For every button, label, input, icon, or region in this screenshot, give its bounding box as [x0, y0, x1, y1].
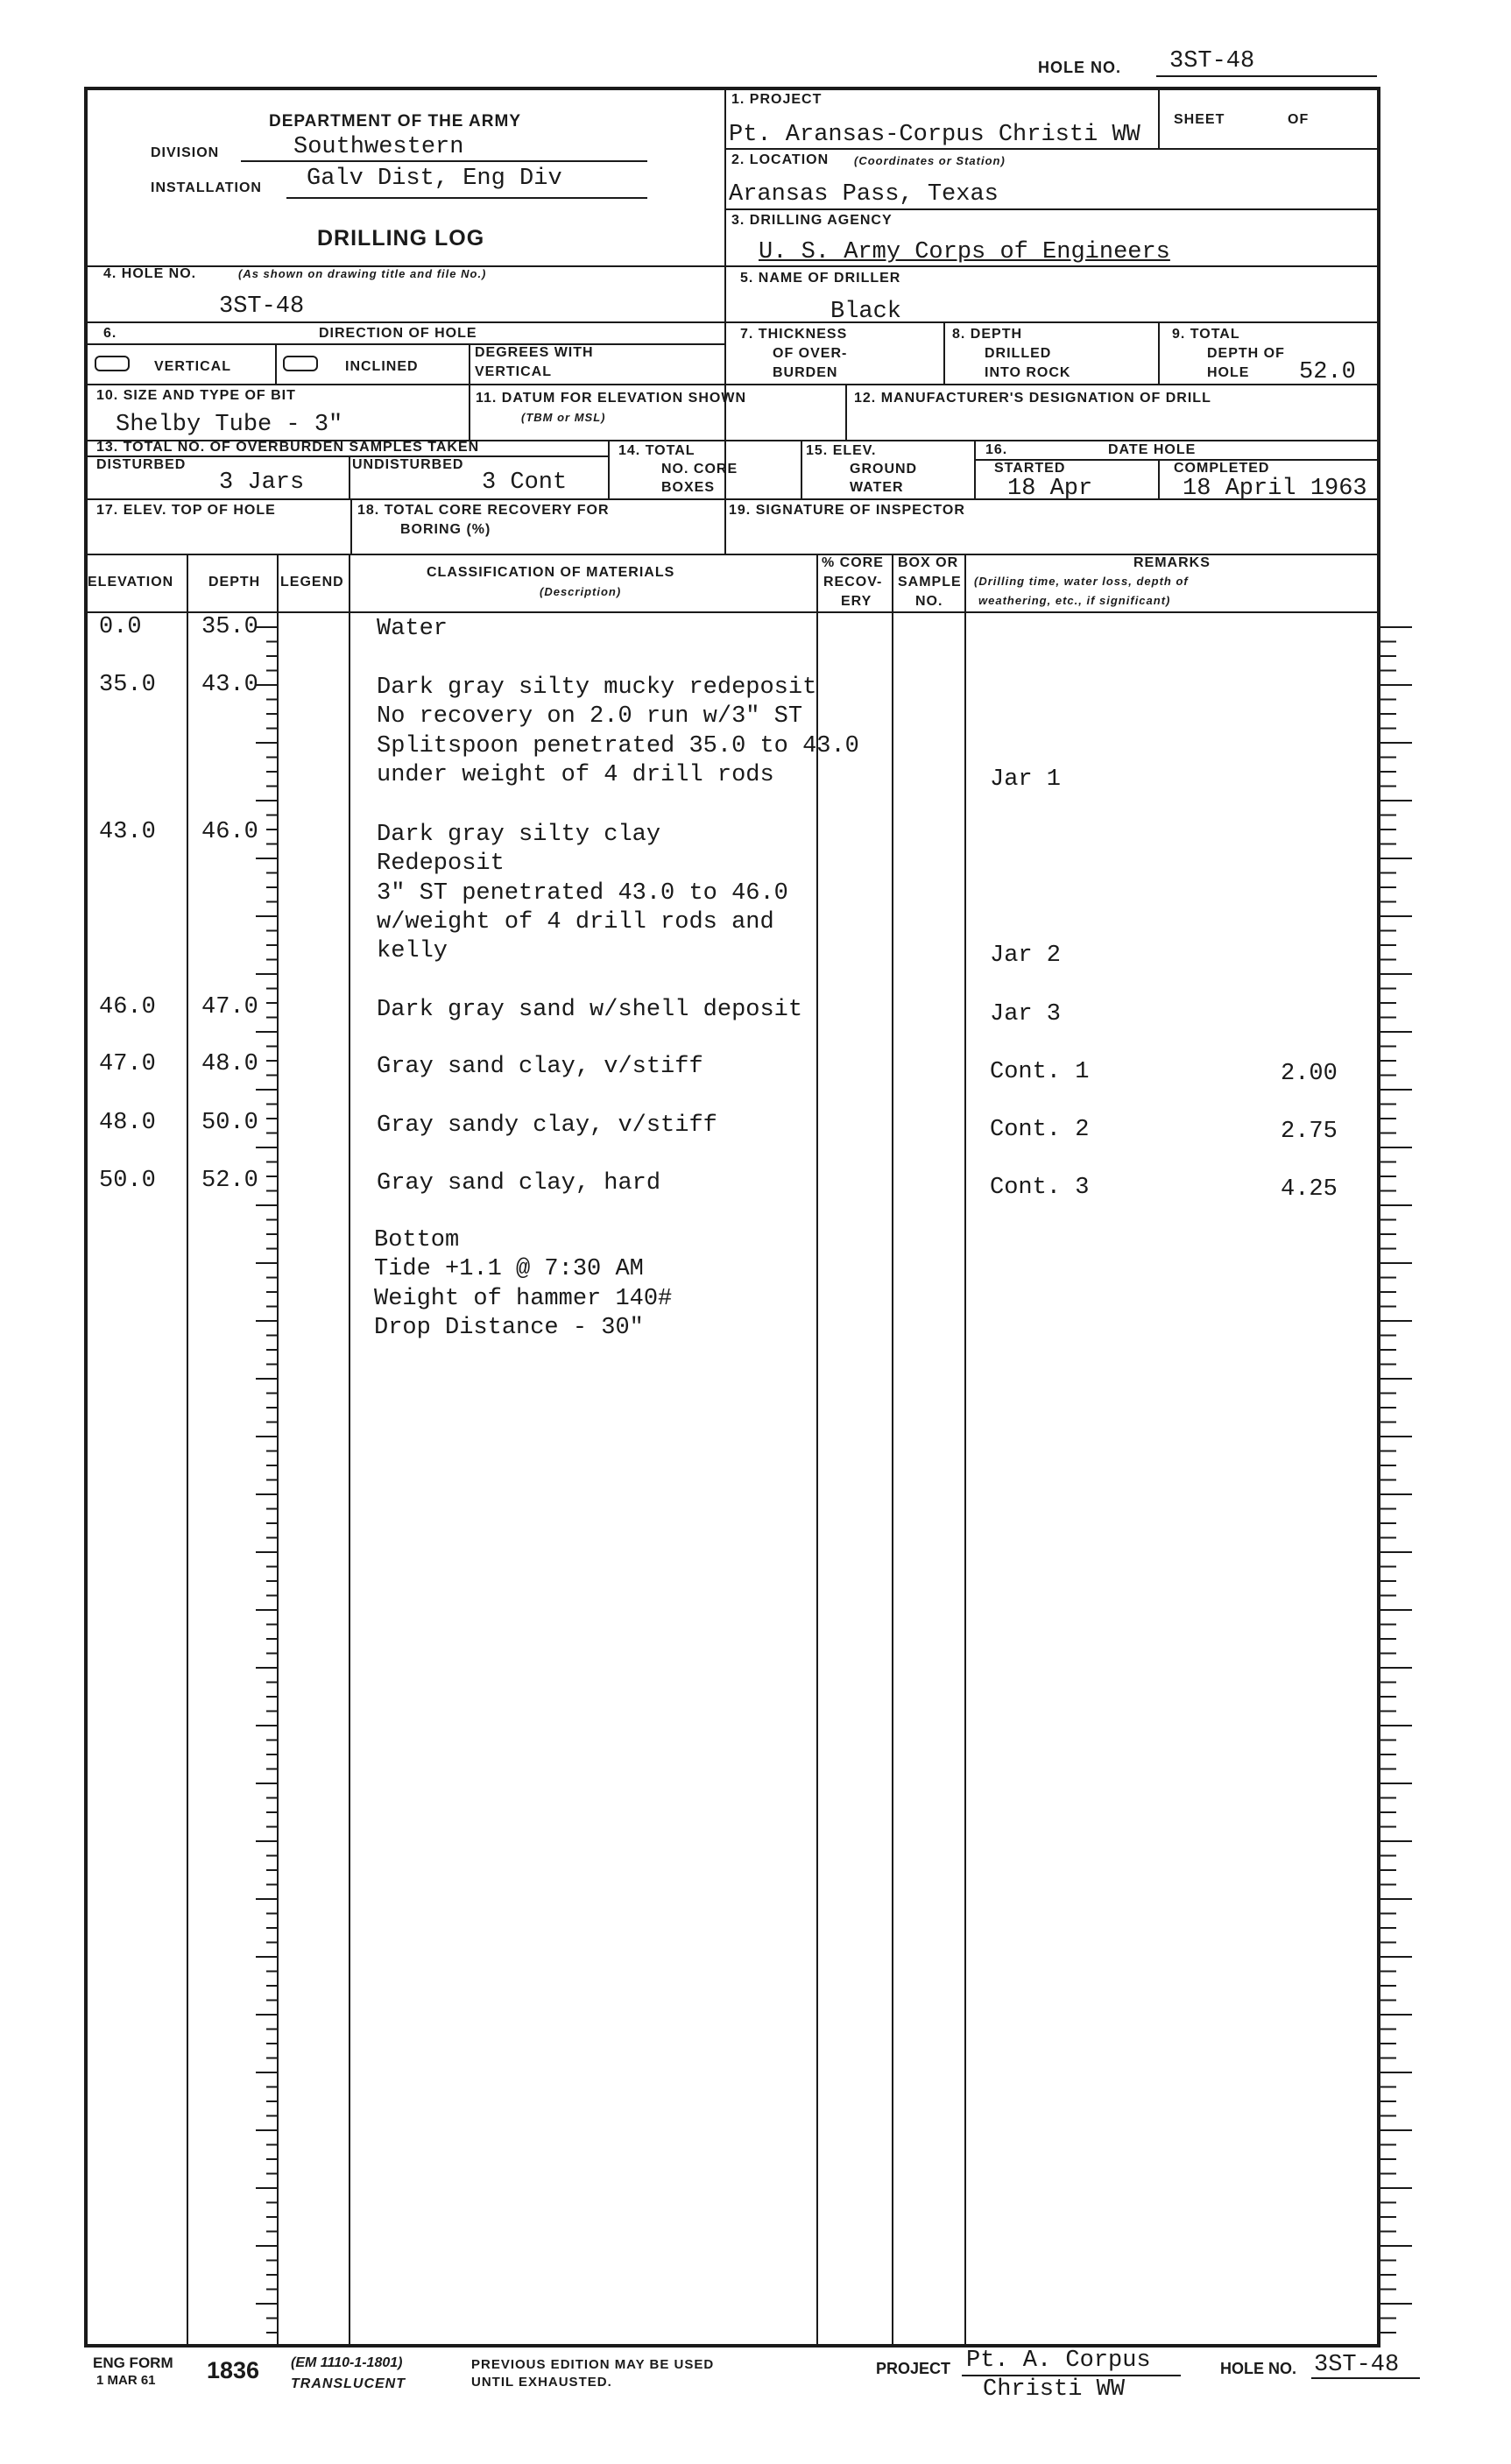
direction-label: DIRECTION OF HOLE — [319, 326, 477, 341]
core-recovery-label-1: 18. TOTAL CORE RECOVERY FOR — [357, 503, 610, 518]
agency-value: U. S. Army Corps of Engineers — [759, 239, 1170, 265]
agency-label: 3. DRILLING AGENCY — [731, 213, 893, 228]
project-label: 1. PROJECT — [731, 92, 823, 107]
col-recovery-2: RECOV- — [823, 575, 883, 590]
hole-no-field-label: 4. HOLE NO. — [103, 266, 197, 281]
depth-rock-label-1: 8. DEPTH — [952, 327, 1023, 342]
project-value: Pt. Aransas-Corpus Christi WW — [729, 122, 1140, 148]
hole-no-field-hint: (As shown on drawing title and file No.) — [238, 267, 487, 280]
note-0: Bottom — [374, 1227, 460, 1253]
total-depth-label-2: DEPTH OF — [1207, 346, 1285, 361]
footer-hole-label: HOLE NO. — [1220, 2360, 1297, 2377]
completed-label: COMPLETED — [1174, 461, 1270, 476]
completed-value: 18 April 1963 — [1183, 476, 1367, 502]
core-boxes-label-2: NO. CORE — [661, 462, 738, 477]
direction-num: 6. — [103, 326, 117, 341]
samples-label: 13. TOTAL NO. OF OVERBURDEN SAMPLES TAKEN — [96, 440, 480, 455]
depth-rock-label-2: DRILLED — [985, 346, 1052, 361]
footer-project-value-1: Pt. A. Corpus — [966, 2348, 1151, 2374]
footer-previous-2: UNTIL EXHAUSTED. — [471, 2375, 612, 2390]
division-value: Southwestern — [293, 134, 464, 160]
note-2: Weight of hammer 140# — [374, 1286, 673, 1312]
footer-project-label: PROJECT — [876, 2360, 951, 2377]
row-5-depth: 50.0 — [201, 1110, 258, 1136]
manufacturer-label: 12. MANUFACTURER'S DESIGNATION OF DRILL — [854, 391, 1211, 406]
installation-value: Galv Dist, Eng Div — [307, 166, 562, 192]
row-0-elevation: 0.0 — [99, 614, 142, 640]
core-recovery-label-2: BORING (%) — [400, 522, 491, 537]
footer-date: 1 MAR 61 — [96, 2373, 156, 2388]
bit-value: Shelby Tube - 3" — [116, 412, 343, 438]
row-1-line-0: Dark gray silty mucky redeposit — [377, 674, 817, 701]
col-legend: LEGEND — [280, 575, 344, 590]
row-5-remark: Cont. 2 — [990, 1117, 1090, 1143]
total-depth-label-3: HOLE — [1207, 365, 1250, 380]
col-recovery-3: ERY — [841, 594, 872, 609]
degrees-label-1: DEGREES WITH — [475, 345, 594, 360]
row-1-line-1: No recovery on 2.0 run w/3" ST — [377, 703, 803, 730]
footer-translucent: TRANSLUCENT — [291, 2376, 406, 2391]
note-1: Tide +1.1 @ 7:30 AM — [374, 1256, 644, 1282]
col-elevation: ELEVATION — [88, 575, 174, 590]
undisturbed-value: 3 Cont — [482, 470, 568, 496]
disturbed-label: DISTURBED — [96, 457, 187, 472]
row-3-remark: Jar 3 — [990, 1001, 1062, 1027]
col-box-3: NO. — [915, 594, 943, 609]
row-5-elevation: 48.0 — [99, 1110, 156, 1136]
ground-water-label-2: GROUND — [850, 462, 918, 477]
sheet-of-label: OF — [1288, 112, 1310, 127]
row-1-line-3: under weight of 4 drill rods — [377, 762, 774, 788]
elev-top-label: 17. ELEV. TOP OF HOLE — [96, 503, 276, 518]
footer-previous-1: PREVIOUS EDITION MAY BE USED — [471, 2357, 715, 2372]
hole-no-field-value: 3ST-48 — [219, 293, 305, 320]
thickness-label-3: BURDEN — [773, 365, 838, 380]
footer-hole-value: 3ST-48 — [1314, 2352, 1400, 2378]
date-label: DATE HOLE — [1108, 442, 1197, 457]
col-depth: DEPTH — [208, 575, 261, 590]
col-remarks-hint-1: (Drilling time, water loss, depth of — [974, 575, 1189, 588]
row-0-line-0: Water — [377, 616, 448, 642]
row-5-remark-value: 2.75 — [1281, 1119, 1338, 1145]
ground-water-label-1: 15. ELEV. — [806, 443, 877, 458]
bit-label: 10. SIZE AND TYPE OF BIT — [96, 388, 296, 403]
row-6-remark: Cont. 3 — [990, 1175, 1090, 1201]
row-2-elevation: 43.0 — [99, 819, 156, 845]
location-hint: (Coordinates or Station) — [854, 154, 1006, 167]
row-4-remark: Cont. 1 — [990, 1059, 1090, 1085]
datum-label: 11. DATUM FOR ELEVATION SHOWN — [476, 391, 747, 406]
col-box-2: SAMPLE — [898, 575, 962, 590]
row-4-elevation: 47.0 — [99, 1051, 156, 1077]
col-box-1: BOX OR — [898, 555, 959, 570]
col-remarks-hint-2: weathering, etc., if significant) — [978, 594, 1171, 607]
row-3-depth: 47.0 — [201, 994, 258, 1020]
col-recovery-1: % CORE — [822, 555, 884, 570]
division-label: DIVISION — [151, 145, 220, 160]
row-4-remark-value: 2.00 — [1281, 1061, 1338, 1087]
footer-form-no: 1836 — [207, 2357, 260, 2383]
inspector-label: 19. SIGNATURE OF INSPECTOR — [729, 503, 965, 518]
row-1-line-2: Splitspoon penetrated 35.0 to 43.0 — [377, 733, 859, 759]
top-hole-no-label: HOLE NO. — [1038, 59, 1122, 76]
row-2-line-0: Dark gray silty clay — [377, 822, 661, 848]
undisturbed-label: UNDISTURBED — [352, 457, 464, 472]
core-boxes-label-1: 14. TOTAL — [618, 443, 695, 458]
row-1-depth: 43.0 — [201, 672, 258, 698]
started-value: 18 Apr — [1007, 476, 1093, 502]
row-6-depth: 52.0 — [201, 1168, 258, 1194]
form-title: DRILLING LOG — [317, 226, 485, 251]
thickness-label-1: 7. THICKNESS — [740, 327, 848, 342]
top-hole-no-value: 3ST-48 — [1169, 48, 1255, 74]
total-depth-label-1: 9. TOTAL — [1172, 327, 1240, 342]
sheet-label: SHEET — [1174, 112, 1225, 127]
driller-label: 5. NAME OF DRILLER — [740, 271, 901, 286]
department-heading: DEPARTMENT OF THE ARMY — [269, 112, 521, 131]
row-5-line-0: Gray sandy clay, v/stiff — [377, 1112, 717, 1139]
location-label: 2. LOCATION — [731, 152, 830, 167]
row-6-line-0: Gray sand clay, hard — [377, 1170, 661, 1197]
row-4-line-0: Gray sand clay, v/stiff — [377, 1054, 703, 1080]
installation-label: INSTALLATION — [151, 180, 262, 195]
datum-hint: (TBM or MSL) — [521, 411, 606, 424]
col-remarks: REMARKS — [1133, 555, 1211, 570]
row-2-line-3: w/weight of 4 drill rods and — [377, 909, 774, 935]
inclined-label: INCLINED — [345, 359, 419, 374]
depth-rock-label-3: INTO ROCK — [985, 365, 1071, 380]
date-num: 16. — [985, 442, 1008, 457]
row-6-elevation: 50.0 — [99, 1168, 156, 1194]
row-3-line-0: Dark gray sand w/shell deposit — [377, 997, 803, 1023]
footer-em: (EM 1110-1-1801) — [291, 2355, 403, 2370]
col-classification-hint: (Description) — [540, 585, 622, 598]
row-2-line-4: kelly — [377, 938, 448, 964]
ground-water-label-3: WATER — [850, 480, 904, 495]
vertical-label: VERTICAL — [154, 359, 231, 374]
footer-hole-underline — [1311, 2377, 1420, 2379]
driller-value: Black — [830, 299, 902, 325]
total-depth-value: 52.0 — [1299, 359, 1356, 385]
row-1-elevation: 35.0 — [99, 672, 156, 698]
row-6-remark-value: 4.25 — [1281, 1176, 1338, 1203]
row-2-line-2: 3" ST penetrated 43.0 to 46.0 — [377, 880, 788, 907]
row-2-line-1: Redeposit — [377, 851, 505, 877]
started-label: STARTED — [994, 461, 1066, 476]
col-classification: CLASSIFICATION OF MATERIALS — [427, 565, 675, 580]
location-value: Aransas Pass, Texas — [729, 181, 999, 208]
row-1-remark: Jar 1 — [990, 766, 1062, 793]
note-3: Drop Distance - 30" — [374, 1315, 644, 1341]
footer-eng-form: ENG FORM — [93, 2355, 173, 2371]
thickness-label-2: OF OVER- — [773, 346, 848, 361]
footer-project-value-2: Christi WW — [983, 2376, 1126, 2403]
row-0-depth: 35.0 — [201, 614, 258, 640]
core-boxes-label-3: BOXES — [661, 480, 716, 495]
row-4-depth: 48.0 — [201, 1051, 258, 1077]
row-3-elevation: 46.0 — [99, 994, 156, 1020]
degrees-label-2: VERTICAL — [475, 364, 552, 379]
row-2-depth: 46.0 — [201, 819, 258, 845]
disturbed-value: 3 Jars — [219, 470, 305, 496]
row-2-remark: Jar 2 — [990, 943, 1062, 969]
